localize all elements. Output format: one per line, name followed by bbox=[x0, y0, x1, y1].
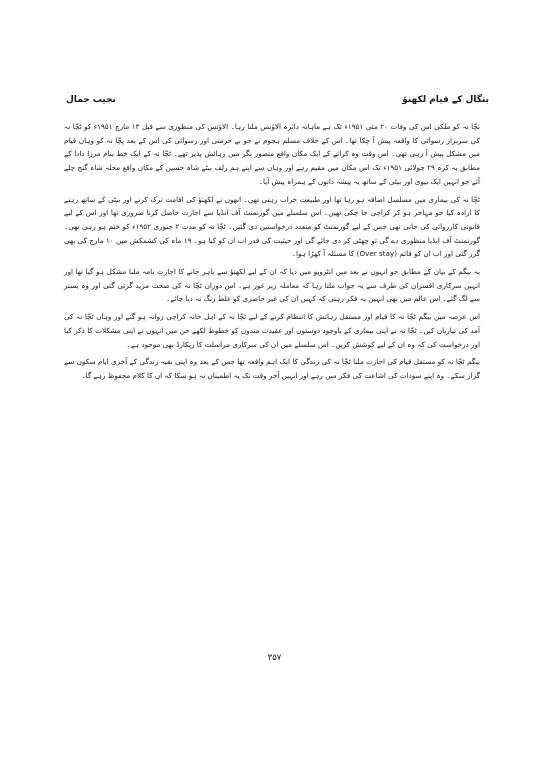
paragraph-3: یہ بیگم کے بیان کے مطابق جو انہوں نے بعد میں انٹرویو میں دیا کہ ان کے لیے لکھنؤ سے باہر جانے کا اجازت نامہ ملنا مشکل ہو گیا تھا اور انہیں سرکاری افسران کی طرف سے یہ جواب ملتا رہا کہ معاملہ زیر غور ہے۔ اس دوران ٹچّا نہ کی صحت مزید گرتی گئی اور وہ بستر سے لگ گئے۔ اس عالم میں بھی انہیں یہ فکر رہتی کہ کہیں ان کی غیر حاضری کو غلط رنگ نہ دیا جائے۔ bbox=[64, 267, 480, 304]
paragraph-5: بیگم ٹچّا نہ کو مستقل قیام کی اجازت ملنا ٹچّا نہ کی زندگی کا ایک اہم واقعہ تھا جس کے بعد وہ اپنی بقیہ زندگی کے آخری ایام سکون سے گزار سکے۔ وہ اپنے سودات کی اشاعت کی فکر میں رہے اور انہیں آخر وقت تک یہ اطمینان نہ ہو سکا کہ ان کا کلام محفوظ رہے گا۔ bbox=[64, 357, 480, 380]
paragraph-2: ٹچّا نہ کی بیماری میں مسلسل اضافہ ہو رہا تھا اور طبیعت خراب رہتی تھی۔ انھوں نے لکھنؤ کی اقامت ترک کرنے اور بیٹی کے ساتھ رہنے کا ارادہ کیا جو مہاجر ہو کر کراچی جا چکی تھیں۔ اس سلسلے میں گورنمنٹ آف انڈیا سے اجازت حاصل کرنا ضروری تھا اور اس کے لیے قانونی کارروائی کی جانی تھی جس کے لیے گورنمنٹ کو متعدد درخواستیں دی گئیں۔ ٹچّا نہ کو مدت ۲ جنوری ۱۹۵۲ء کو ختم ہو رہی تھی۔ گورنمنٹ آف انڈیا منظوری دے گی تو چھٹی کر دی جائے گی اور حیثیت کی قدر اب ان کو کیا ہو۔ ۱۹ ماہ کی کشمکش میں ۱۰ مارچ کی بھی گزر گئی اور اب ان کو قائم (Over stay) کا مسئلہ آ کھڑا ہوا۔ bbox=[64, 194, 480, 259]
paragraph-4: اس عرصہ میں بیگم ٹچّا نہ کا قیام اور مستقل رہائش کا انتظام کرنے کے لیے ٹچّا نہ کے اہل خانہ کراچی روانہ ہو گئے اور وہاں ٹچّا نہ کی آمد کی تیاریاں کیں۔ ٹچّا نہ نے اپنی بیماری کے باوجود دوستوں اور عقیدت مندوں کو خطوط لکھے جن میں انہوں نے اپنی مشکلات کا ذکر کیا اور درخواست کی کہ وہ ان کے لیے کوشش کریں۔ اس سلسلے میں ان کی سرکاری مراسلت کا ریکارڈ بھی موجود ہے۔ bbox=[64, 312, 480, 349]
running-header bbox=[60, 95, 489, 111]
book-title: بنگال کے قیام لکھنؤ bbox=[402, 95, 489, 105]
paragraph-1: نچّا نہ کو ملکی اس کی وفات ۲۰ مئی ۱۹۵۱ء تک ہے ماہانہ دائرہ الاؤنس ملتا رہا۔ الاؤنس کی منظوری سے قبل ۱۳ مارچ ۱۹۵۱ء کو ٹچّا نہ کی سربراز رسوائی کا واقعہ پیش آ چکا تھا۔ اس کے خلاف مسلم ہجوم نے جو بے حرمتی اور رسوائی کی اس کے بعد پچّا نہ کو وہاں قیام میں مشکل پیش آ رہی تھی۔ اس وقت وہ کرائے کے ایک مکان واقع منصور نگر میں رہائش پذیر تھے۔ ٹچّا نہ کے ایک خط بنام مرزا دادا کے مطابق یہ کرہ ۲۹ جولائی ۱۹۵۱ء تک اس مکان میں مقیم رہے اور وہاں سے اپنے ہم زلف بیٹے شاہ حسین کے مکان واقع محلہ شاہ گنج چلے آئے جو انہیں ایک بیوی اور بیٹی کے ساتھ یہ پیشہ دانوں کے ہمراہ پیش آیا۔ bbox=[64, 122, 480, 186]
author-name: نجیب جمال bbox=[66, 95, 116, 105]
body-text bbox=[64, 120, 480, 387]
page-number: ۳۵۷ bbox=[267, 653, 282, 663]
